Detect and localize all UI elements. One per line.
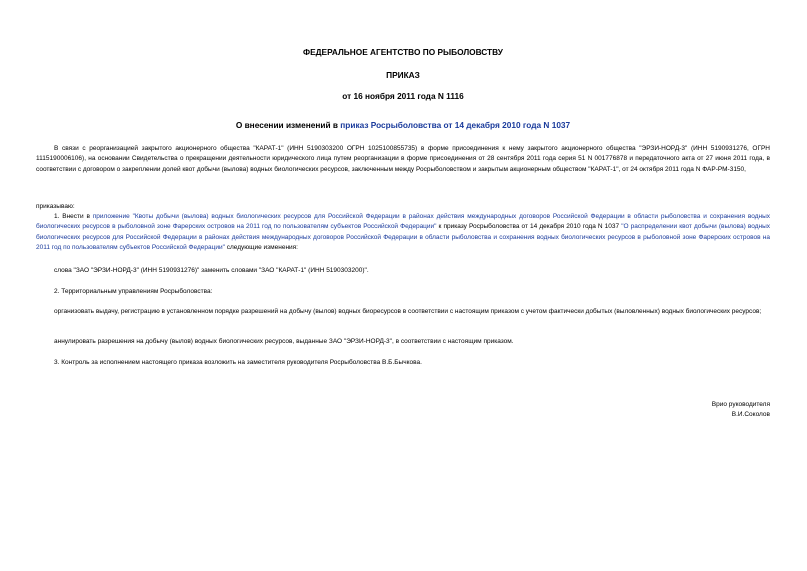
item-3-paragraph: 3. Контроль за исполнением настоящего приказа возложить на заместителя руководителя Росрыболовства В.Б.Бычкова. [54, 359, 422, 366]
agency-title: ФЕДЕРАЛЬНОЕ АГЕНТСТВО ПО РЫБОЛОВСТВУ [303, 47, 503, 57]
intro-paragraph: В связи с реорганизацией закрытого акционерного общества "КАРАТ-1" (ИНН 5190303200 ОГРН 1025100855735) в форме присоединения к нему закрытого акционерного общества "ЭРЗИ-НОРД-3" (ИНН 5190931276, ОГРН 1115190006106), на основании Свидетельства о прекращении деятельности юридического лица путем реорганизации в форме присоединения от 28 сентября 2011 года серия 51 N 001776878 и передаточного акта от 27 июня 2011 года, в соответствии с договором о закреплении долей квот добычи (вылова) водных биологических ресурсов, заключенным между Росрыболовством и закрытым акционерным обществом "КАРАТ-1", от 24 октября 2011 года N ФАР-РМ-3150, [36, 145, 770, 173]
words-replace-paragraph: слова "ЗАО "ЭРЗИ-НОРД-3" (ИНН 5190931276)" заменить словами "ЗАО "КАРАТ-1" (ИНН 5190303200)". [54, 267, 369, 274]
document-date-number: от 16 ноября 2011 года N 1116 [342, 91, 464, 101]
signatory-position: Врио руководителя [711, 401, 770, 408]
document-type: ПРИКАЗ [386, 70, 420, 80]
item-1-prefix: 1. Внести в [54, 213, 93, 220]
cancel-paragraph: аннулировать разрешения на добычу (вылов) водных биологических ресурсов, выданные ЗАО "ЭРЗИ-НОРД-3", в соответствии с настоящим приказом. [54, 338, 514, 345]
item-1-suffix: следующие изменения: [224, 244, 298, 252]
subject-order-link[interactable]: приказ Росрыболовства от 14 декабря 2010 года N 1037 [340, 120, 571, 130]
quota-order-link[interactable]: "О распределении квот добычи (вылова) водных биологических ресурсов для Российской Федерации в районах действия международных договоров Российской Федерации в области рыболовства и сохранения водных биологических ресурсов в рыболовной зоне Фарерских островов на 2011 год по пользователям субъектов Российской Федерации" [36, 223, 770, 252]
subject-prefix: О внесении изменений в [235, 120, 341, 130]
document-page [36, 0, 770, 571]
document-subject [36, 120, 770, 130]
signatory-name: В.И.Соколов [731, 411, 770, 418]
item-1-paragraph [36, 212, 770, 254]
orders-paragraph: приказываю: [36, 203, 75, 210]
item-2-paragraph: 2. Территориальным управлениям Росрыболовства: [54, 288, 213, 295]
item-1-middle: к приказу Росрыболовства от 14 декабря 2010 года N 1037 [436, 223, 622, 231]
organize-paragraph: организовать выдачу, регистрацию в установленном порядке разрешений на добычу (вылов) водных биоресурсов в соответствии с настоящим приказом с учетом фактически добытых (выловленных) водных биологических ресурсов; [54, 308, 762, 315]
appendix-link[interactable]: приложение "Квоты добычи (вылова) водных биологических ресурсов для Российской Федерации в районах действия международных договоров Российской Федерации в области рыболовства и сохранения водных биологических ресурсов в рыболовной зоне Фарерских островов на 2011 год по пользователям субъектов Российской Федерации" [36, 213, 770, 231]
